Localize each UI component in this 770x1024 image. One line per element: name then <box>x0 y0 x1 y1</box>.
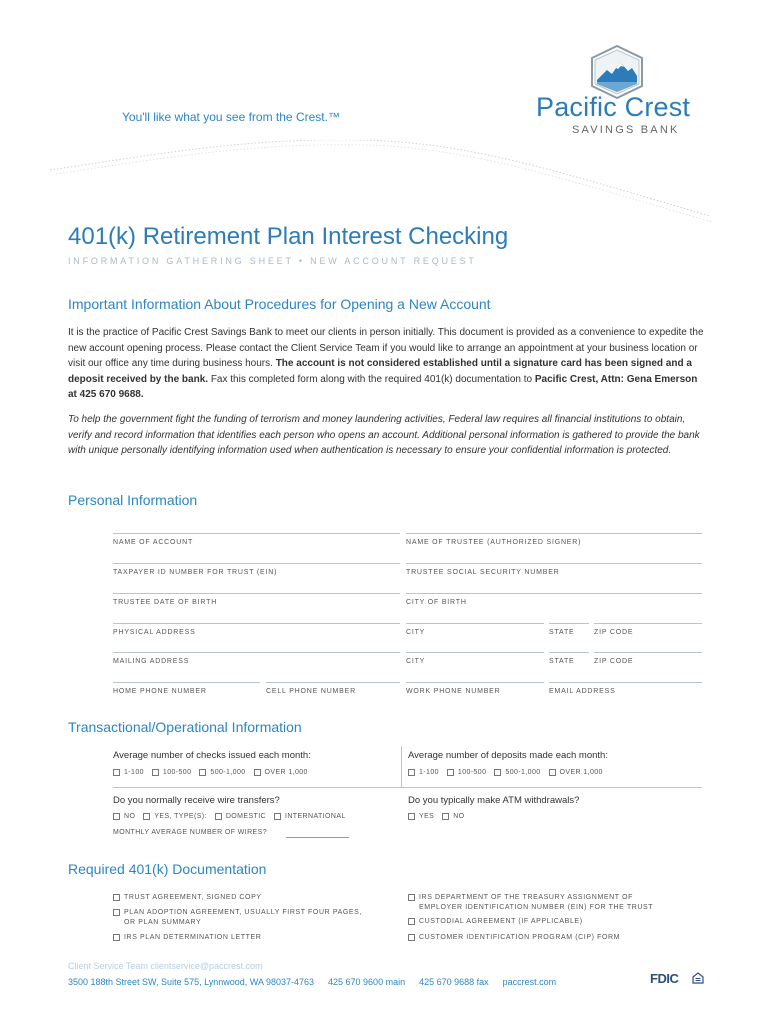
important-bold-a: The account is not considered established until a signature card has been signed and a deposit received by the bank. <box>68 358 692 385</box>
checkbox-icon[interactable] <box>447 769 454 776</box>
mailing-zip-field[interactable]: ZIP CODE <box>594 652 702 665</box>
taxpayer-id-field[interactable]: TAXPAYER ID NUMBER FOR TRUST (EIN) <box>113 563 400 576</box>
checks-options <box>113 769 308 776</box>
physical-zip-field[interactable]: ZIP CODE <box>594 623 702 636</box>
important-heading: Important Information About Procedures for Opening a New Account <box>68 296 491 312</box>
checkbox-icon[interactable] <box>442 813 449 820</box>
work-phone-field[interactable]: WORK PHONE NUMBER <box>406 682 544 695</box>
checkbox-icon[interactable] <box>254 769 261 776</box>
important-paragraph <box>68 325 708 403</box>
wire-average-input[interactable] <box>286 837 349 838</box>
footer-fax: 425 670 9688 fax <box>419 977 489 987</box>
checkbox-icon[interactable] <box>408 918 415 925</box>
cell-phone-field[interactable]: CELL PHONE NUMBER <box>266 682 400 695</box>
deposits-question: Average number of deposits made each month: <box>408 750 608 761</box>
decorative-wave <box>0 140 770 230</box>
doc-irs-letter[interactable]: IRS PLAN DETERMINATION LETTER <box>113 933 393 943</box>
important-bold-b: Pacific Crest, Attn: Gena Emerson at 425 670 9688. <box>68 373 698 401</box>
atm-option-yes[interactable]: YES <box>408 813 434 820</box>
name-of-account-field[interactable]: NAME OF ACCOUNT <box>113 533 400 546</box>
checkbox-icon[interactable] <box>215 813 222 820</box>
checkbox-icon[interactable] <box>113 894 120 901</box>
footer-address: 3500 188th Street SW, Suite 575, Lynnwood, WA 98037-4763 <box>68 977 315 987</box>
checkbox-icon[interactable] <box>549 769 556 776</box>
checks-question: Average number of checks issued each month: <box>113 750 311 761</box>
doc-custodial-agreement[interactable]: CUSTODIAL AGREEMENT (IF APPLICABLE) <box>408 917 698 927</box>
logo-name: Pacific Crest <box>536 92 691 122</box>
footer-main-phone: 425 670 9600 main <box>328 977 406 987</box>
wire-options <box>113 813 346 820</box>
doc-ein-assignment[interactable]: IRS DEPARTMENT OF THE TREASURY ASSIGNMENT OF EMPLOYER IDENTIFICATION NUMBER (EIN) FOR THE TRUST <box>408 893 658 913</box>
wire-option-no[interactable]: NO <box>113 813 135 820</box>
transactional-rule <box>113 787 702 788</box>
mailing-state-field[interactable]: STATE <box>549 652 589 665</box>
checkbox-icon[interactable] <box>408 894 415 901</box>
doc-cip-form[interactable]: CUSTOMER IDENTIFICATION PROGRAM (CIP) FORM <box>408 933 698 943</box>
doc-trust-agreement[interactable]: TRUST AGREEMENT, SIGNED COPY <box>113 893 393 903</box>
trustee-ssn-field[interactable]: TRUSTEE SOCIAL SECURITY NUMBER <box>406 563 702 576</box>
checkbox-icon[interactable] <box>113 769 120 776</box>
name-of-trustee-field[interactable]: NAME OF TRUSTEE (AUTHORIZED SIGNER) <box>406 533 702 546</box>
logo-subtitle: SAVINGS BANK <box>572 124 680 136</box>
bank-logo <box>532 44 712 144</box>
transactional-heading: Transactional/Operational Information <box>68 719 302 735</box>
personal-heading: Personal Information <box>68 492 198 508</box>
checks-option-100-500[interactable]: 100-500 <box>152 769 192 776</box>
deposits-options <box>408 769 603 776</box>
footer-address-line <box>68 977 556 987</box>
deposits-option-100-500[interactable]: 100-500 <box>447 769 487 776</box>
checkbox-icon[interactable] <box>152 769 159 776</box>
checkbox-icon[interactable] <box>113 934 120 941</box>
checkbox-icon[interactable] <box>274 813 281 820</box>
checkbox-icon[interactable] <box>408 813 415 820</box>
deposits-option-500-1000[interactable]: 500-1,000 <box>494 769 540 776</box>
checks-option-1-100[interactable]: 1-100 <box>113 769 144 776</box>
mailing-address-field[interactable]: MAILING ADDRESS <box>113 652 400 665</box>
mailing-city-field[interactable]: CITY <box>406 652 544 665</box>
email-field[interactable]: EMAIL ADDRESS <box>549 682 702 695</box>
checkbox-icon[interactable] <box>408 769 415 776</box>
wire-question: Do you normally receive wire transfers? <box>113 795 280 806</box>
equal-housing-lender-icon <box>692 972 704 984</box>
wire-option-international[interactable]: INTERNATIONAL <box>274 813 346 820</box>
checkbox-icon[interactable] <box>199 769 206 776</box>
wire-option-domestic[interactable]: DOMESTIC <box>215 813 266 820</box>
deposits-option-1-100[interactable]: 1-100 <box>408 769 439 776</box>
physical-address-field[interactable]: PHYSICAL ADDRESS <box>113 623 400 636</box>
checkbox-icon[interactable] <box>494 769 501 776</box>
checkbox-icon[interactable] <box>113 813 120 820</box>
home-phone-field[interactable]: HOME PHONE NUMBER <box>113 682 260 695</box>
physical-state-field[interactable]: STATE <box>549 623 589 636</box>
atm-options <box>408 813 465 820</box>
doc-plan-adoption[interactable]: PLAN ADOPTION AGREEMENT, USUALLY FIRST FOUR PAGES, OR PLAN SUMMARY <box>113 908 373 928</box>
important-text-b: Fax this completed form along with the required 401(k) documentation to <box>208 373 535 385</box>
documentation-heading: Required 401(k) Documentation <box>68 861 267 877</box>
trustee-dob-field[interactable]: TRUSTEE DATE OF BIRTH <box>113 593 400 606</box>
checks-option-500-1000[interactable]: 500-1,000 <box>199 769 245 776</box>
wire-option-yes[interactable]: YES, TYPE(S): <box>143 813 207 820</box>
physical-city-field[interactable]: CITY <box>406 623 544 636</box>
wire-average-label: MONTHLY AVERAGE NUMBER OF WIRES? <box>113 829 267 836</box>
patriot-act-paragraph: To help the government fight the funding of terrorism and money laundering activities, Federal law requires all financial institutions to obtain, verify and record information that identifies each person who opens an account. Additional personal information is gathered to provide the bank with unique personally identifying information used when authentication is necessary to ensure your confidential information is protected. <box>68 414 700 457</box>
atm-option-no[interactable]: NO <box>442 813 464 820</box>
transactional-divider <box>401 746 402 788</box>
form-subtitle: INFORMATION GATHERING SHEET • NEW ACCOUNT REQUEST <box>68 256 477 266</box>
footer-website[interactable]: paccrest.com <box>502 977 557 987</box>
checks-option-over-1000[interactable]: OVER 1,000 <box>254 769 308 776</box>
checkbox-icon[interactable] <box>113 909 120 916</box>
atm-question: Do you typically make ATM withdrawals? <box>408 795 580 806</box>
checkbox-icon[interactable] <box>408 934 415 941</box>
important-text-a: It is the practice of Pacific Crest Savings Bank to meet our clients in person initially. This document is provided as a convenience to expedite the new account opening process. Please contact the Client Service Team if you would like to arrange an appointment at your business location or visit our office any time during business hours. <box>68 327 704 370</box>
deposits-option-over-1000[interactable]: OVER 1,000 <box>549 769 603 776</box>
city-of-birth-field[interactable]: CITY OF BIRTH <box>406 593 702 606</box>
checkbox-icon[interactable] <box>143 813 150 820</box>
form-title: 401(k) Retirement Plan Interest Checking <box>68 223 509 250</box>
fdic-logo: FDIC <box>650 971 679 986</box>
footer-contact: Client Service Team clientservice@paccrest.com <box>68 961 263 971</box>
tagline: You'll like what you see from the Crest.™ <box>122 110 340 124</box>
